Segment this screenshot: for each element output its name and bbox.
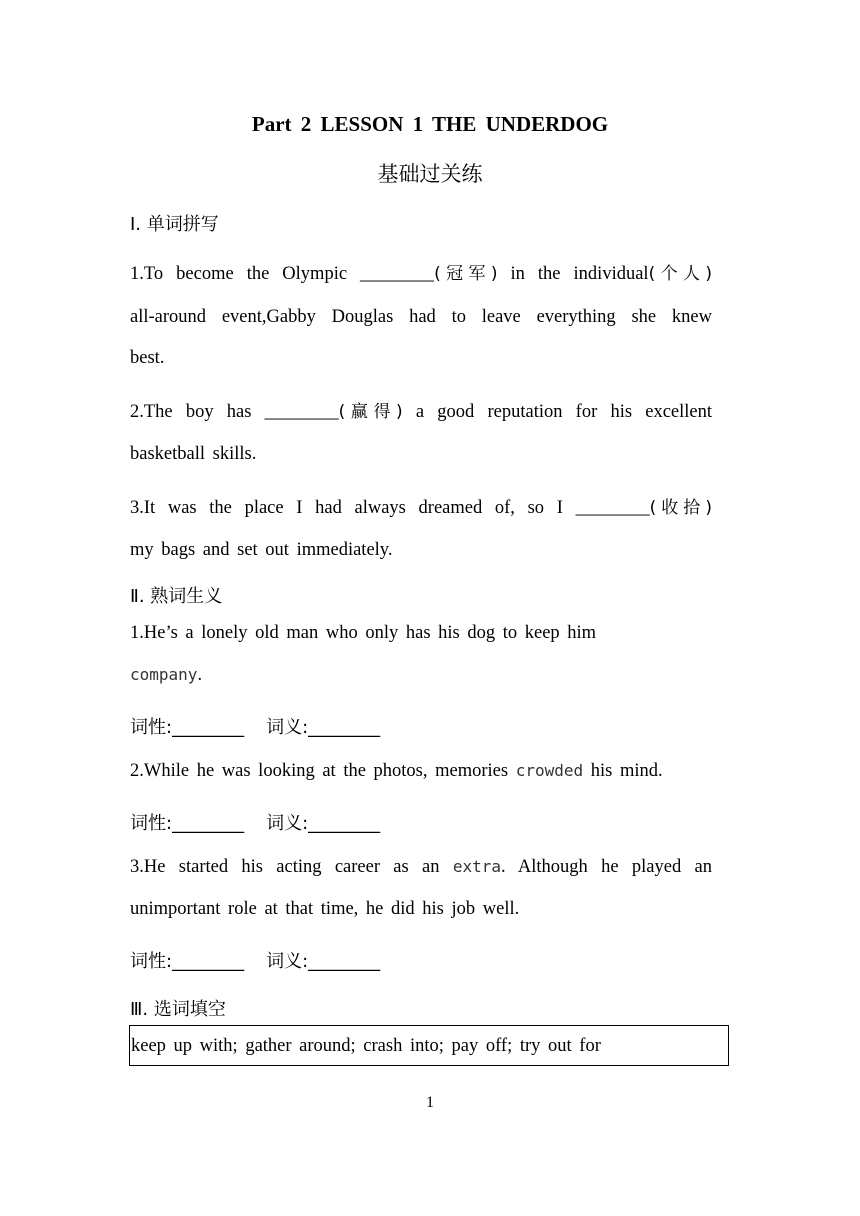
- q2-hint-win: (赢得): [338, 402, 403, 422]
- spelling-q2-line2: basketball skills.: [130, 444, 257, 464]
- spelling-q2-line1: [130, 397, 712, 423]
- page-title: Part 2 LESSON 1 THE UNDERDOG: [251, 112, 609, 136]
- spelling-q1-line1: [130, 259, 712, 285]
- q2-text-b: his mind.: [583, 761, 663, 781]
- q1-end: .: [197, 665, 203, 685]
- page-number: 1: [426, 1094, 434, 1111]
- q1-hint-champion: (冠军): [434, 264, 498, 284]
- meaning-q2-line1: [130, 761, 663, 782]
- meaning-blank: 词义:________: [266, 951, 381, 972]
- q3-target-word: extra: [452, 857, 501, 876]
- q3-text-b: . Although he played an: [501, 857, 713, 877]
- pos-blank: 词性:________: [130, 951, 245, 972]
- meaning-q1-line2: [130, 665, 202, 686]
- spelling-q1-line2: all-around event,Gabby Douglas had to leave everything she knew: [130, 307, 712, 327]
- word-bank-text: keep up with; gather around; crash into; pay off; try out for: [131, 1036, 601, 1056]
- spelling-q3-line1: [130, 493, 712, 519]
- q1-text-b: in the individual: [497, 264, 649, 284]
- meaning-q2-answer: [130, 809, 380, 835]
- q2-text-a: 2.While he was looking at the photos, memories: [130, 761, 516, 781]
- q3-text-a: 3.It was the place I had always dreamed of, so I ________: [130, 498, 650, 518]
- q2-target-word: crowded: [515, 761, 584, 780]
- section-heading-meanings: Ⅱ. 熟词生义: [130, 586, 223, 607]
- q1-text-a: 1.To become the Olympic ________: [130, 264, 435, 284]
- meaning-q3-line1: [130, 857, 712, 878]
- meaning-blank: 词义:________: [266, 813, 381, 834]
- meaning-q3-line2: unimportant role at that time, he did his job well.: [130, 899, 520, 919]
- section-heading-spelling: Ⅰ. 单词拼写: [130, 214, 219, 235]
- spelling-q3-line2: my bags and set out immediately.: [130, 540, 393, 560]
- q2-text-b: a good reputation for his excellent: [402, 402, 712, 422]
- page-subtitle: 基础过关练: [377, 162, 483, 186]
- pos-blank: 词性:________: [130, 813, 245, 834]
- meaning-q3-answer: [130, 947, 380, 973]
- q1-hint-individual: (个人): [648, 264, 712, 284]
- word-bank-box: [129, 1025, 729, 1066]
- section-heading-fill-in: Ⅲ. 选词填空: [130, 999, 226, 1020]
- q2-text-a: 2.The boy has ________: [130, 402, 339, 422]
- q3-text-a: 3.He started his acting career as an: [130, 857, 453, 877]
- q1-target-word: company: [130, 665, 198, 684]
- meaning-q1-line1: 1.He’s a lonely old man who only has his dog to keep him: [130, 623, 597, 643]
- spelling-q1-line3: best.: [130, 348, 165, 368]
- q3-hint-pack: (收拾): [649, 498, 712, 518]
- meaning-q1-answer: [130, 713, 380, 739]
- meaning-blank: 词义:________: [266, 717, 381, 738]
- pos-blank: 词性:________: [130, 717, 245, 738]
